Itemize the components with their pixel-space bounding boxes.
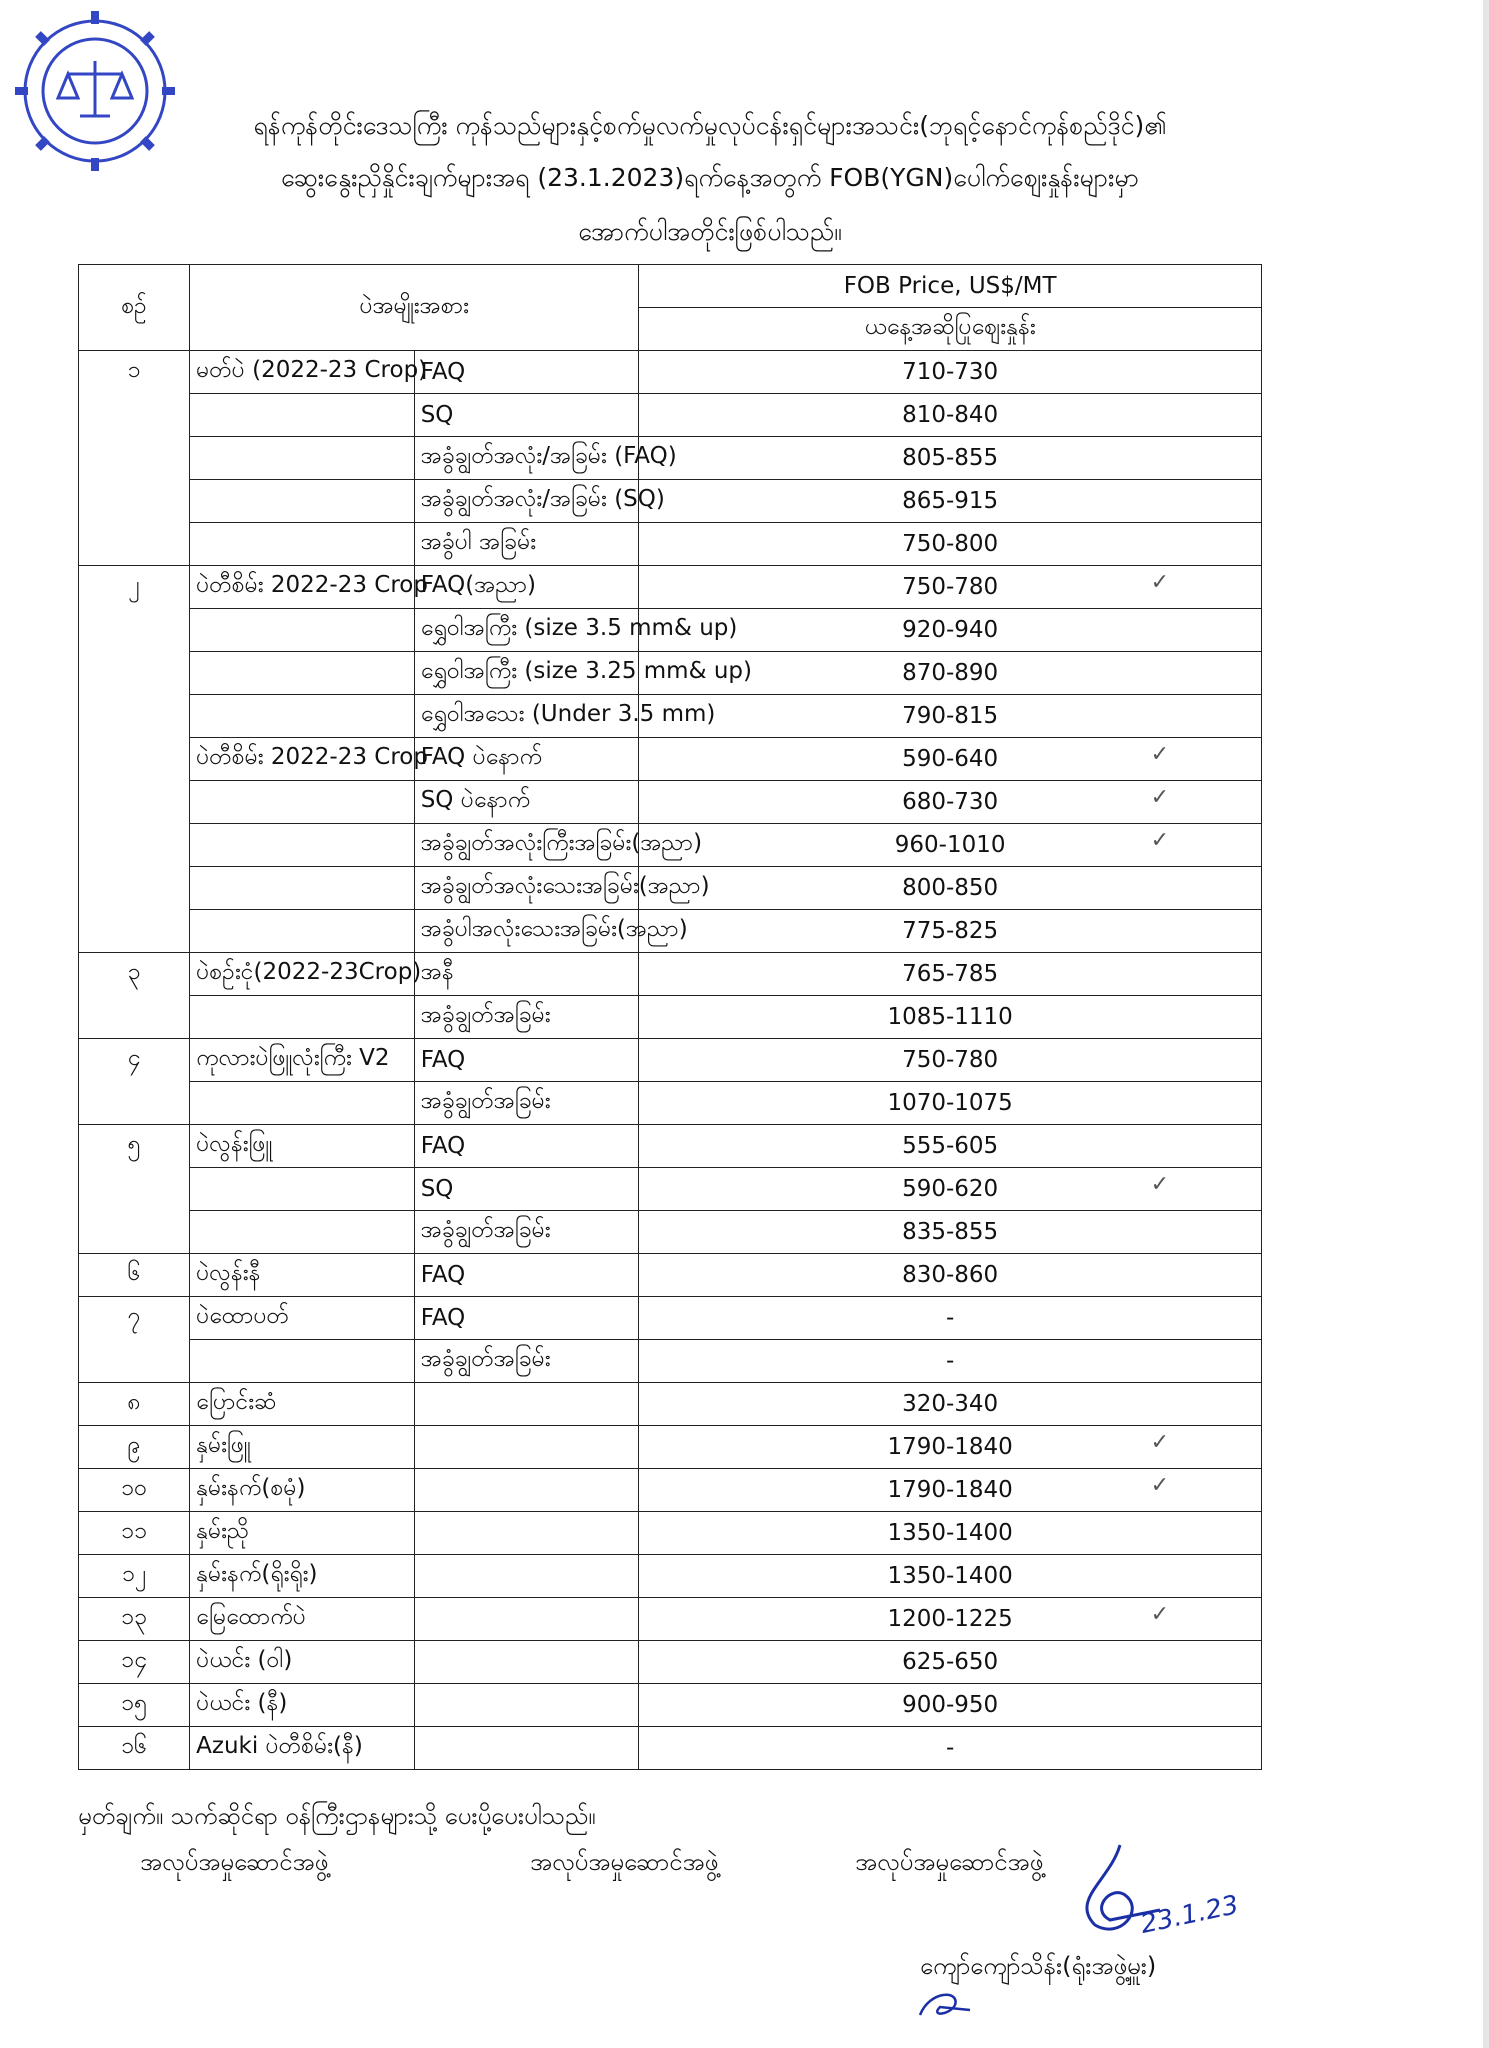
table-row xyxy=(79,1039,1262,1082)
row-grade xyxy=(414,1469,639,1512)
row-price: 750-780 ✓ xyxy=(639,566,1262,609)
row-price: 870-890 xyxy=(639,652,1262,695)
table-row xyxy=(79,1125,1262,1168)
row-number xyxy=(79,609,190,652)
association-seal-icon xyxy=(10,6,180,176)
row-price: 1070-1075 xyxy=(639,1082,1262,1125)
row-item-name xyxy=(190,1340,415,1383)
row-number xyxy=(79,738,190,781)
table-row xyxy=(79,738,1262,781)
row-grade: အခွံပါ အခြမ်း xyxy=(414,523,639,566)
table-row xyxy=(79,351,1262,394)
column-header-price-title: FOB Price, US$/MT xyxy=(639,265,1262,308)
row-price: 900-950 xyxy=(639,1684,1262,1727)
row-number: ၁၄ xyxy=(79,1641,190,1684)
row-grade xyxy=(414,1727,639,1770)
row-item-name: နှမ်းညို xyxy=(190,1512,415,1555)
row-number xyxy=(79,867,190,910)
row-number: ၁၆ xyxy=(79,1727,190,1770)
row-price: 750-780 xyxy=(639,1039,1262,1082)
table-row xyxy=(79,1426,1262,1469)
row-item-name: ပဲစဉ်းငုံ(2022-23Crop) xyxy=(190,953,415,996)
table-row xyxy=(79,1727,1262,1770)
row-number xyxy=(79,480,190,523)
row-item-name: ပဲလွန်းဖြူ xyxy=(190,1125,415,1168)
table-row xyxy=(79,1684,1262,1727)
table-row xyxy=(79,781,1262,824)
row-item-name xyxy=(190,695,415,738)
price-table xyxy=(78,264,1262,1770)
row-item-name xyxy=(190,394,415,437)
row-number xyxy=(79,824,190,867)
row-grade: အခွံချွတ်အခြမ်း xyxy=(414,1340,639,1383)
table-row xyxy=(79,652,1262,695)
row-grade xyxy=(414,1555,639,1598)
row-number xyxy=(79,1082,190,1125)
row-item-name xyxy=(190,867,415,910)
committee-label-1: အလုပ်အမှုဆောင်အဖွဲ့ xyxy=(140,1848,329,1876)
table-row xyxy=(79,1598,1262,1641)
table-header-row xyxy=(79,265,1262,308)
row-item-name: ကုလားပဲဖြူလုံးကြီး V2 xyxy=(190,1039,415,1082)
table-row xyxy=(79,1641,1262,1684)
row-price: 865-915 xyxy=(639,480,1262,523)
row-number: ၇ xyxy=(79,1297,190,1340)
column-header-price-sub: ယနေ့အဆိုပြုဈေးနှုန်း xyxy=(639,308,1262,351)
table-row xyxy=(79,1469,1262,1512)
page-edge xyxy=(1483,0,1489,2048)
table-row xyxy=(79,1211,1262,1254)
row-item-name xyxy=(190,652,415,695)
row-item-name xyxy=(190,523,415,566)
row-number: ၁ xyxy=(79,351,190,394)
initials-mark-icon xyxy=(910,1985,990,2025)
row-price: 830-860 xyxy=(639,1254,1262,1297)
committee-label-2: အလုပ်အမှုဆောင်အဖွဲ့ xyxy=(530,1848,719,1876)
row-grade xyxy=(414,1684,639,1727)
row-price: - xyxy=(639,1727,1262,1770)
row-price: 710-730 xyxy=(639,351,1262,394)
row-grade xyxy=(414,1426,639,1469)
row-grade: ရွှေဝါအသေး (Under 3.5 mm) xyxy=(414,695,639,738)
row-grade: FAQ xyxy=(414,351,639,394)
row-grade xyxy=(414,1598,639,1641)
row-number xyxy=(79,652,190,695)
table-row xyxy=(79,867,1262,910)
row-number: ၁၀ xyxy=(79,1469,190,1512)
table-row xyxy=(79,1340,1262,1383)
row-grade: အခွံချွတ်အခြမ်း xyxy=(414,996,639,1039)
row-number: ၁၅ xyxy=(79,1684,190,1727)
row-number xyxy=(79,1340,190,1383)
row-item-name: မတ်ပဲ (2022-23 Crop) xyxy=(190,351,415,394)
column-header-no: စဉ် xyxy=(79,265,190,351)
row-item-name xyxy=(190,781,415,824)
row-item-name xyxy=(190,824,415,867)
row-price: 590-620 ✓ xyxy=(639,1168,1262,1211)
row-number: ၄ xyxy=(79,1039,190,1082)
row-item-name: ပဲလွန်းနီ xyxy=(190,1254,415,1297)
signer-name: ကျော်ကျော်သိန်း(ရုံးအဖွဲ့မှူး) xyxy=(920,1952,1157,1980)
row-number xyxy=(79,1211,190,1254)
row-item-name xyxy=(190,1211,415,1254)
row-price: 805-855 xyxy=(639,437,1262,480)
row-price: 800-850 xyxy=(639,867,1262,910)
row-number: ၁၂ xyxy=(79,1555,190,1598)
row-item-name: Azuki ပဲတီစိမ်း(နီ) xyxy=(190,1727,415,1770)
row-item-name: ပဲယင်း (ဝါ) xyxy=(190,1641,415,1684)
row-number xyxy=(79,781,190,824)
row-item-name xyxy=(190,996,415,1039)
row-price: 1085-1110 xyxy=(639,996,1262,1039)
row-grade: အခွံချွတ်အလုံး/အခြမ်း (FAQ) xyxy=(414,437,639,480)
row-grade: FAQ xyxy=(414,1254,639,1297)
table-row xyxy=(79,437,1262,480)
row-item-name xyxy=(190,437,415,480)
header-line-1: ရန်ကုန်တိုင်းဒေသကြီး ကုန်သည်များနှင့်စက်မှုလက်မှုလုပ်ငန်းရှင်များအသင်း(ဘုရင့်နောင်ကုန်စည်ဒိုင်)၏ xyxy=(253,111,1167,140)
table-row xyxy=(79,394,1262,437)
remark-note: မှတ်ချက်။ သက်ဆိုင်ရာ ဝန်ကြီးဌာနများသို့ ပေးပို့ပေးပါသည်။ xyxy=(78,1802,596,1830)
header-line-3: အောက်ပါအတိုင်းဖြစ်ပါသည်။ xyxy=(578,217,842,246)
row-grade xyxy=(414,1512,639,1555)
column-header-type: ပဲအမျိုးအစား xyxy=(190,265,639,351)
committee-label-3: အလုပ်အမှုဆောင်အဖွဲ့ xyxy=(855,1848,1044,1876)
row-item-name: ပဲယင်း (နီ) xyxy=(190,1684,415,1727)
row-item-name: ပဲတီစိမ်း 2022-23 Crop xyxy=(190,566,415,609)
table-row xyxy=(79,1082,1262,1125)
row-price: 320-340 xyxy=(639,1383,1262,1426)
row-price: 590-640 ✓ xyxy=(639,738,1262,781)
table-row xyxy=(79,695,1262,738)
row-grade: အခွံချွတ်အလုံးသေးအခြမ်း(အညာ) xyxy=(414,867,639,910)
table-row xyxy=(79,1254,1262,1297)
row-price: 1790-1840 ✓ xyxy=(639,1426,1262,1469)
row-item-name: ပဲတီစိမ်း 2022-23 Crop xyxy=(190,738,415,781)
row-item-name: နှမ်းဖြူ xyxy=(190,1426,415,1469)
row-price: 810-840 xyxy=(639,394,1262,437)
row-price: 1790-1840 ✓ xyxy=(639,1469,1262,1512)
table-row xyxy=(79,480,1262,523)
row-item-name xyxy=(190,1082,415,1125)
header-line-2: ဆွေးနွေးညှိနှိုင်းချက်များအရ (23.1.2023)ရက်နေ့အတွက် FOB(YGN)ပေါက်ဈေးနှုန်းများမှာ xyxy=(281,163,1139,192)
row-number: ၁၁ xyxy=(79,1512,190,1555)
row-number: ၉ xyxy=(79,1426,190,1469)
row-number xyxy=(79,695,190,738)
row-item-name: မြေထောက်ပဲ xyxy=(190,1598,415,1641)
row-item-name: ပဲထောပတ် xyxy=(190,1297,415,1340)
row-number: ၆ xyxy=(79,1254,190,1297)
row-grade: FAQ xyxy=(414,1297,639,1340)
row-item-name: နှမ်းနက်(စမုံ) xyxy=(190,1469,415,1512)
table-row xyxy=(79,1555,1262,1598)
table-row xyxy=(79,953,1262,996)
table-row xyxy=(79,1297,1262,1340)
row-number: ၈ xyxy=(79,1383,190,1426)
row-price: - xyxy=(639,1297,1262,1340)
row-item-name: နှမ်းနက်(ရိုးရိုး) xyxy=(190,1555,415,1598)
table-row xyxy=(79,609,1262,652)
row-number xyxy=(79,996,190,1039)
row-grade: FAQ(အညာ) xyxy=(414,566,639,609)
row-number xyxy=(79,910,190,953)
row-price: 1200-1225 ✓ xyxy=(639,1598,1262,1641)
row-number xyxy=(79,1168,190,1211)
row-price: 790-815 xyxy=(639,695,1262,738)
row-item-name xyxy=(190,1168,415,1211)
row-price: 960-1010 ✓ xyxy=(639,824,1262,867)
table-row xyxy=(79,1512,1262,1555)
row-grade: အခွံပါအလုံးသေးအခြမ်း(အညာ) xyxy=(414,910,639,953)
row-price: 775-825 xyxy=(639,910,1262,953)
table-row xyxy=(79,1168,1262,1211)
row-item-name xyxy=(190,910,415,953)
row-grade: အခွံချွတ်အခြမ်း xyxy=(414,1082,639,1125)
row-grade: အခွံချွတ်အခြမ်း xyxy=(414,1211,639,1254)
row-grade: ရွှေဝါအကြီး (size 3.5 mm& up) xyxy=(414,609,639,652)
row-price: 1350-1400 xyxy=(639,1512,1262,1555)
row-number: ၃ xyxy=(79,953,190,996)
row-grade: FAQ xyxy=(414,1039,639,1082)
row-number: ၅ xyxy=(79,1125,190,1168)
row-grade: SQ ပဲနောက် xyxy=(414,781,639,824)
row-number xyxy=(79,394,190,437)
row-grade: အခွံချွတ်အလုံးကြီးအခြမ်း(အညာ) xyxy=(414,824,639,867)
row-grade: အနီ xyxy=(414,953,639,996)
table-row xyxy=(79,824,1262,867)
row-grade: SQ xyxy=(414,1168,639,1211)
row-number: ၁၃ xyxy=(79,1598,190,1641)
row-price: 1350-1400 xyxy=(639,1555,1262,1598)
row-price: 625-650 xyxy=(639,1641,1262,1684)
row-price: - xyxy=(639,1340,1262,1383)
row-number: ၂ xyxy=(79,566,190,609)
row-grade: SQ xyxy=(414,394,639,437)
row-price: 765-785 xyxy=(639,953,1262,996)
row-grade: အခွံချွတ်အလုံး/အခြမ်း (SQ) xyxy=(414,480,639,523)
row-grade: FAQ xyxy=(414,1125,639,1168)
table-row xyxy=(79,1383,1262,1426)
row-item-name xyxy=(190,480,415,523)
table-row xyxy=(79,910,1262,953)
row-number xyxy=(79,523,190,566)
row-price: 680-730 ✓ xyxy=(639,781,1262,824)
table-row xyxy=(79,566,1262,609)
table-row xyxy=(79,996,1262,1039)
row-grade: ရွှေဝါအကြီး (size 3.25 mm& up) xyxy=(414,652,639,695)
handwritten-date: 23.1.23 xyxy=(1137,1890,1242,1940)
row-item-name xyxy=(190,609,415,652)
row-price: 750-800 xyxy=(639,523,1262,566)
row-grade: FAQ ပဲနောက် xyxy=(414,738,639,781)
row-grade xyxy=(414,1641,639,1684)
row-price: 920-940 xyxy=(639,609,1262,652)
row-grade xyxy=(414,1383,639,1426)
row-price: 555-605 xyxy=(639,1125,1262,1168)
row-price: 835-855 xyxy=(639,1211,1262,1254)
table-row xyxy=(79,523,1262,566)
row-item-name: ပြောင်းဆံ xyxy=(190,1383,415,1426)
row-number xyxy=(79,437,190,480)
